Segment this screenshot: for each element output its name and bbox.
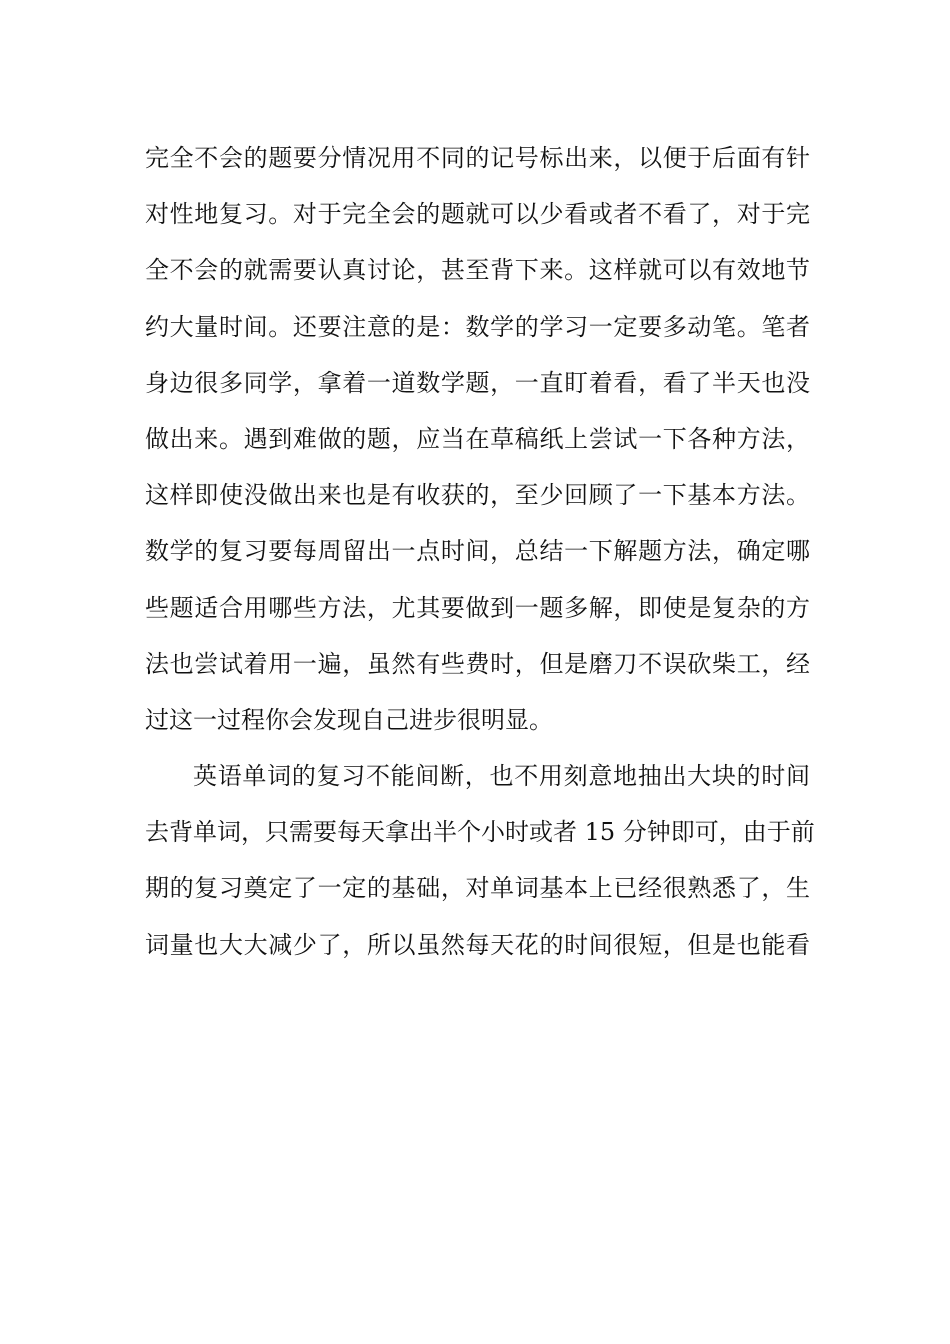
text-line: 些题适合用哪些方法，尤其要做到一题多解，即使是复杂的方: [145, 593, 810, 622]
text-line: 身边很多同学，拿着一道数学题，一直盯着看，看了半天也没: [145, 368, 810, 397]
text-line: 做出来。遇到难做的题，应当在草稿纸上尝试一下各种方法，: [145, 424, 810, 453]
text-line: 约大量时间。还要注意的是：数学的学习一定要多动笔。笔者: [145, 312, 810, 341]
text-line: 法也尝试着用一遍，虽然有些费时，但是磨刀不误砍柴工，经: [145, 649, 810, 678]
text-line: 数学的复习要每周留出一点时间，总结一下解题方法，确定哪: [145, 537, 810, 566]
body-text: [145, 130, 815, 973]
text-line: 词量也大大减少了，所以虽然每天花的时间很短，但是也能看: [145, 930, 810, 959]
text-line: 这样即使没做出来也是有收获的，至少回顾了一下基本方法。: [145, 481, 810, 510]
text-line: 过这一过程你会发现自己进步很明显。: [145, 705, 553, 734]
paragraph: [145, 748, 815, 973]
text-line: 去背单词，只需要每天拿出半个小时或者 15 分钟即可，由于前: [145, 818, 815, 847]
text-line: 英语单词的复习不能间断，也不用刻意地抽出大块的时间: [193, 762, 810, 791]
paragraph: [145, 130, 810, 748]
text-line: 完全不会的题要分情况用不同的记号标出来，以便于后面有针: [145, 144, 810, 172]
text-line: 对性地复习。对于完全会的题就可以少看或者不看了，对于完: [145, 200, 810, 229]
text-line: 期的复习奠定了一定的基础，对单词基本上已经很熟悉了，生: [145, 874, 810, 903]
text-line: 全不会的就需要认真讨论，甚至背下来。这样就可以有效地节: [145, 256, 810, 285]
